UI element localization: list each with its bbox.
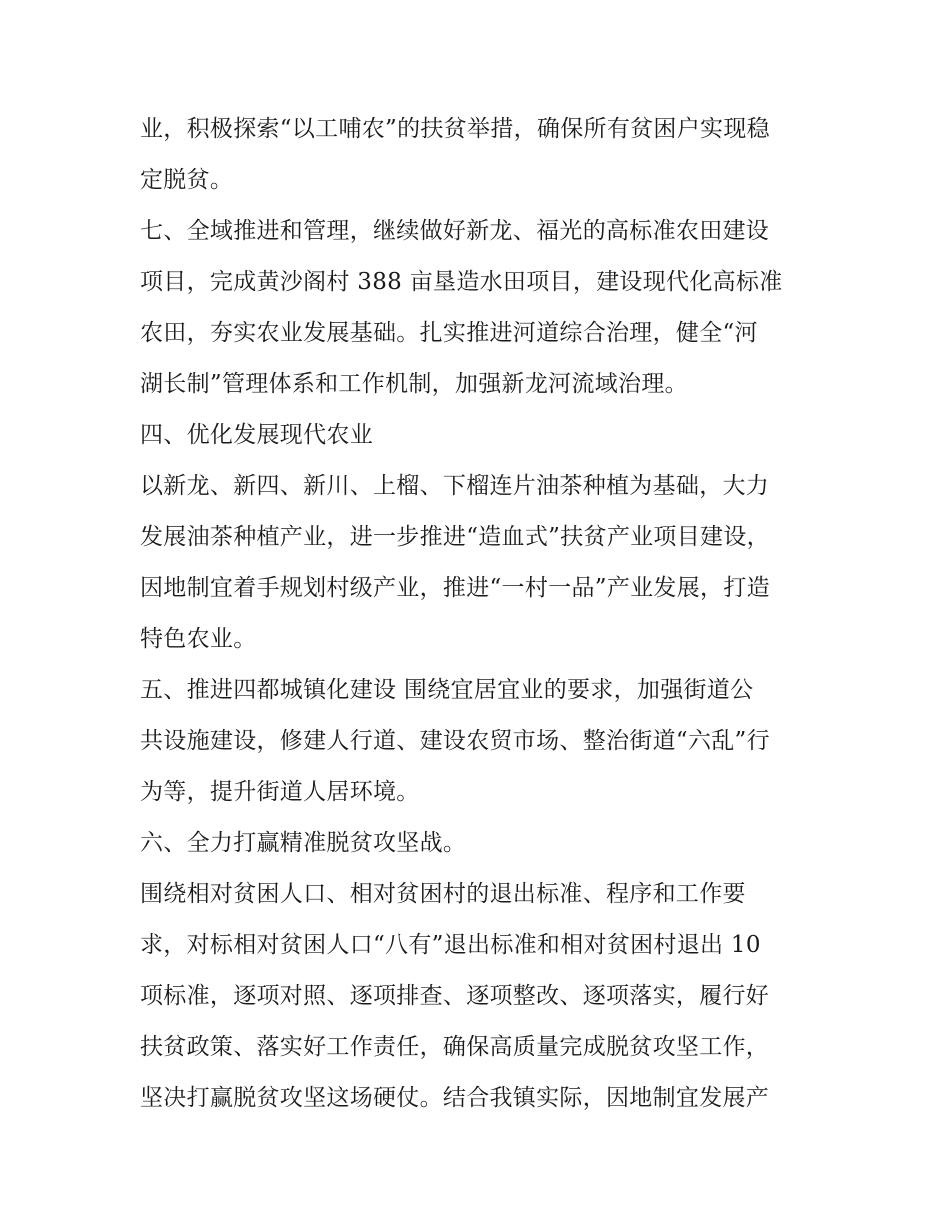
text-line-3: 七、全域推进和管理，继续做好新龙、福光的高标准农田建设 [140, 218, 770, 244]
text-line-16: 围绕相对贫困人口、相对贫困村的退出标准、程序和工作要 [140, 881, 746, 907]
text-line-5: 农田，夯实农业发展基础。扎实推进河道综合治理，健全“河 [140, 320, 758, 346]
text-line-11: 特色农业。 [140, 626, 257, 652]
text-line-4: 项目，完成黄沙阁村 388 亩垦造水田项目，建设现代化高标准 [140, 269, 783, 295]
text-line-14: 为等，提升街道人居环境。 [140, 779, 420, 805]
text-line-1: 业，积极探索“以工哺农”的扶贫举措，确保所有贫困户实现稳 [140, 116, 770, 142]
text-line-10: 因地制宜着手规划村级产业，推进“一村一品”产业发展，打造 [140, 575, 770, 601]
section-heading-six: 六、全力打赢精准脱贫攻坚战。 [140, 830, 467, 856]
text-line-6: 湖长制”管理体系和工作机制，加强新龙河流域治理。 [140, 371, 688, 397]
text-line-2: 定脱贫。 [140, 167, 234, 193]
text-line-8: 以新龙、新四、新川、上榴、下榴连片油茶种植为基础，大力 [140, 473, 770, 499]
text-line-9: 发展油茶种植产业，进一步推进“造血式”扶贫产业项目建设， [140, 524, 770, 550]
text-line-18: 项标准，逐项对照、逐项排查、逐项整改、逐项落实，履行好 [140, 983, 770, 1009]
text-line-13: 共设施建设，修建人行道、建设农贸市场、整治街道“六乱”行 [140, 728, 770, 754]
text-line-20: 坚决打赢脱贫攻坚这场硬仗。结合我镇实际，因地制宜发展产 [140, 1085, 770, 1111]
document-body [140, 104, 820, 1124]
text-line-17: 求，对标相对贫困人口“八有”退出标准和相对贫困村退出 10 [140, 932, 761, 958]
section-heading-five: 五、推进四都城镇化建设 围绕宜居宜业的要求，加强街道公 [140, 677, 754, 703]
text-line-19: 扶贫政策、落实好工作责任，确保高质量完成脱贫攻坚工作， [140, 1034, 770, 1060]
section-heading-four: 四、优化发展现代农业 [140, 422, 373, 448]
